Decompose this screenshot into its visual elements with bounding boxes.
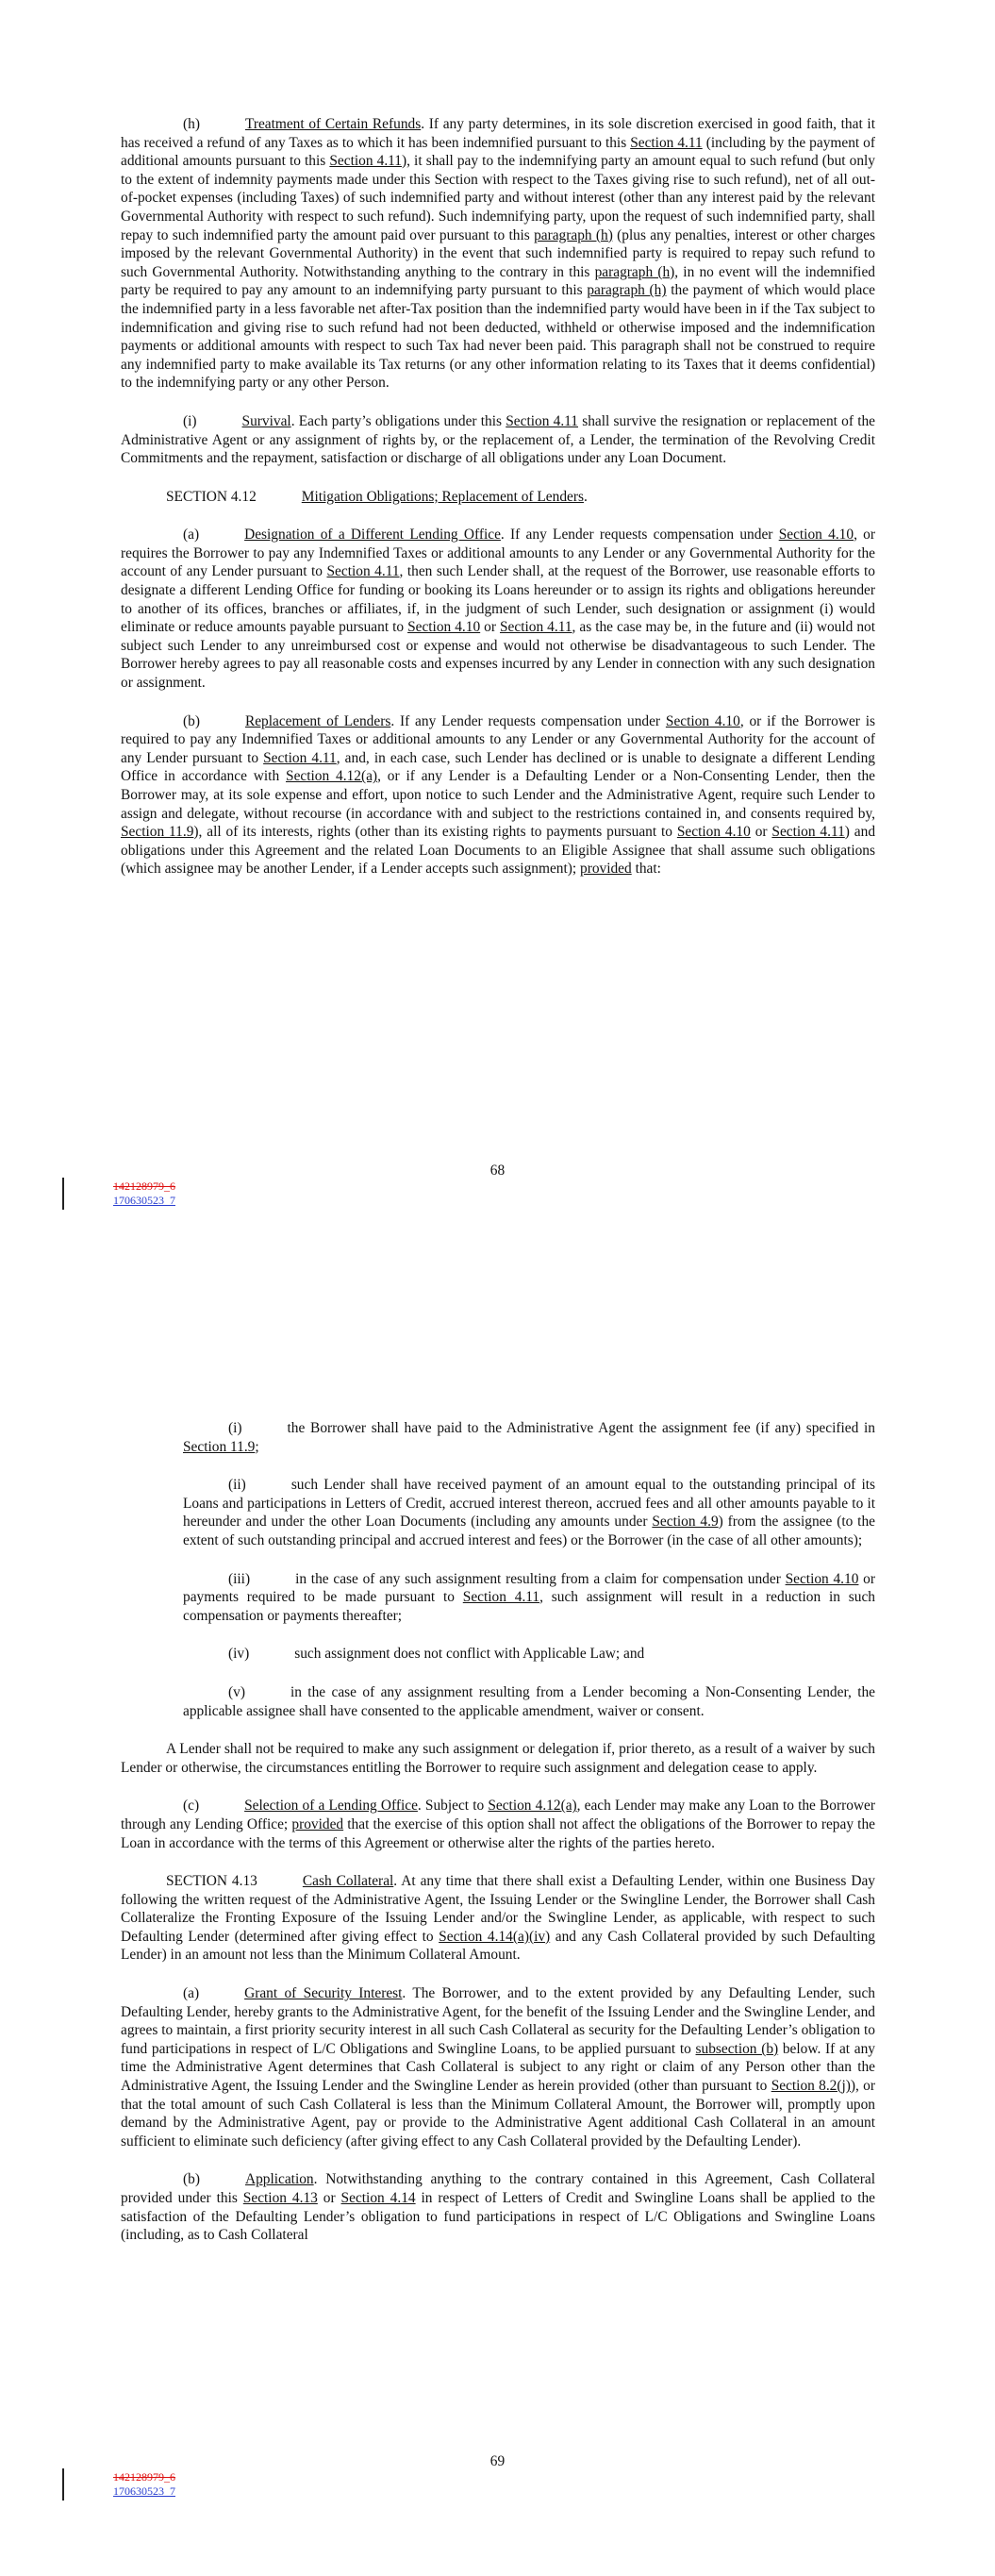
section-reference: Section 4.11 bbox=[329, 153, 402, 170]
doc-id-deleted: 142128979_6 bbox=[113, 2470, 175, 2484]
section-number: SECTION 4.13 bbox=[166, 1873, 257, 1890]
section-reference: Section 4.11 bbox=[263, 749, 337, 766]
paragraph-text: , as the case may be, in the future and (ii) would not subject such Lender to any unreimbursed cost or expense and would not otherwise be disadvantageous to such Lender. The Borrower hereby agrees to pay all reasonable costs and expenses incurred by any Lender in connection with any such designation or assignment. bbox=[121, 619, 876, 692]
paragraph-text: or bbox=[480, 619, 500, 636]
paragraph-text: in respect of Letters of Credit and Swingline Loans shall be applied to the satisfaction of the Defaulting Lender’s obligation to fund participations in respect of L/C Obligations and Swingline Loans (including, as to Cash Collateral bbox=[121, 2190, 876, 2244]
paragraph-text: shall survive the resignation or replacement of the Administrative Agent or any assignment of rights by, or the replacement of, a Lender, the termination of the Revolving Credit Commitments and the repayment, satisfaction or discharge of all obligations under any Loan Document. bbox=[121, 412, 876, 467]
paragraph-heading: Designation of a Different Lending Office bbox=[244, 527, 501, 544]
section-reference: Section 4.11 bbox=[462, 1589, 540, 1606]
paragraph-text: (including by the payment of additional amounts pursuant to this bbox=[121, 134, 875, 170]
paragraph-b-application bbox=[121, 2170, 875, 2244]
section-reference: Section 4.13 bbox=[242, 2190, 318, 2206]
paragraph-label: (a) bbox=[183, 527, 200, 544]
item-text: or payments required to be made pursuant to bbox=[183, 1570, 876, 1606]
section-reference: paragraph (h) bbox=[594, 263, 675, 280]
doc-id-inserted: 170630523_7 bbox=[113, 1194, 175, 1207]
section-reference: Section 4.10 bbox=[665, 712, 740, 729]
document-id bbox=[113, 1179, 175, 1208]
paragraph-heading: Application bbox=[244, 2171, 314, 2188]
paragraph-text: the payment of which would place the indemnified party in a less favorable net after-Tax position than the indemnified party would have been in if the Tax subject to indemnification and giving rise to such refund had not been deducted, withheld or otherwise imposed and the indemnification payments or additional amounts with respect to such Tax had never been paid. This paragraph shall not be construed to require any indemnified party to make available its Tax returns (or any other information relating to its Taxes that it deems confidential) to the indemnifying party or any other Person. bbox=[121, 282, 875, 392]
paragraph-text: ), all of its interests, rights (other than its existing rights to payments pursuant to bbox=[193, 824, 677, 841]
section-reference: Section 4.12(a) bbox=[488, 1798, 577, 1815]
item-text: in the case of any such assignment resulting from a claim for compensation under bbox=[295, 1570, 786, 1587]
paragraph-h-refunds bbox=[121, 115, 875, 393]
paragraph-text: that: bbox=[631, 861, 661, 878]
item-text: such Lender shall have received payment of an amount equal to the outstanding principal of its Loans and participations in Letters of Credit, accrued interest thereon, accrued fees and all other amounts payable to it hereunder and under the other Loan Documents (including any amounts under bbox=[183, 1477, 875, 1531]
item-text: ; bbox=[255, 1438, 259, 1455]
section-reference: Section 4.14(a)(iv) bbox=[439, 1928, 551, 1945]
paragraph-text: ), or that the total amount of such Cash Collateral is less than the Minimum Collateral Amount, the Borrower will, promptly upon demand by the Administrative Agent, pay or provide to the Administrative Agent additional Cash Collateral in an amount sufficient to eliminate such deficiency (after giving effect to any Cash Collateral provided by the Defaulting Lender). bbox=[121, 2078, 876, 2149]
paragraph-b-replacement bbox=[121, 712, 875, 878]
paragraph-label: (h) bbox=[183, 116, 200, 132]
paragraph-text: , then such Lender shall, at the request of the Borrower, use reasonable efforts to designate a different Lending Office for funding or booking its Loans hereunder or to assign its rights and obligations hereunder to another of its offices, branches or affiliates, if, in the judgment of such Lender, such designation or assignment (i) would eliminate or reduce amounts payable pursuant to bbox=[121, 563, 875, 636]
section-reference: Section 11.9 bbox=[183, 1438, 256, 1455]
section-reference: Section 4.11 bbox=[326, 563, 400, 580]
section-reference: Section 4.12(a) bbox=[286, 768, 378, 785]
section-reference: Section 4.10 bbox=[407, 619, 481, 636]
section-title: Mitigation Obligations; Replacement of Lenders bbox=[301, 488, 584, 505]
item-text: the Borrower shall have paid to the Administrative Agent the assignment fee (if any) specified in bbox=[287, 1420, 875, 1436]
change-bar bbox=[62, 1178, 64, 1210]
paragraph-label: (c) bbox=[183, 1798, 200, 1815]
paragraph-a-security-interest bbox=[121, 1984, 875, 2150]
paragraph-text: . If any party determines, in its sole discretion exercised in good faith, that it has received a refund of any Taxes as to which it has been indemnified pursuant to this bbox=[121, 116, 875, 151]
section-reference: paragraph (h) bbox=[534, 226, 613, 243]
item-text: ) from the assignee (to the extent of such outstanding principal and accrued interest and fees) or the Borrower (in the case of all other amounts); bbox=[183, 1514, 875, 1548]
paragraph-text: , or requires the Borrower to pay any Indemnified Taxes or additional amounts to any Lender or any Governmental Authority for the account of any Lender pursuant to bbox=[121, 527, 876, 580]
paragraph-text: that the exercise of this option shall not affect the obligations of the Borrower to repay the Loan in accordance with the terms of this Agreement or otherwise alter the rights of the parties hereto. bbox=[121, 1815, 875, 1851]
page-69-body bbox=[121, 1419, 875, 2265]
paragraph-heading: Grant of Security Interest bbox=[244, 1985, 403, 2002]
section-reference: paragraph (h) bbox=[587, 282, 667, 299]
paragraph-text: . Subject to bbox=[417, 1798, 489, 1815]
section-reference: Section 4.10 bbox=[676, 824, 751, 841]
section-number: SECTION 4.12 bbox=[166, 488, 257, 505]
item-label: (i) bbox=[228, 1420, 242, 1436]
condition-item-iii bbox=[121, 1570, 875, 1626]
paragraph-text: (plus any penalties, interest or other charges imposed by the relevant Governmental Authority) in the event that such indemnified party is required to repay such refund to such Governmental Authority. Notwithstanding anything to the contrary in this bbox=[121, 226, 876, 280]
paragraph-label: (b) bbox=[183, 712, 200, 729]
paragraph-label: (b) bbox=[183, 2171, 200, 2188]
paragraph-text: , and, in each case, such Lender has declined or is unable to designate a different Lending Office in accordance with bbox=[121, 749, 876, 785]
paragraph-text: . If any Lender requests compensation under bbox=[390, 712, 666, 729]
paragraph-text: . Notwithstanding anything to the contrary contained in this Agreement, Cash Collateral provided under this bbox=[121, 2171, 875, 2206]
paragraph-label: (i) bbox=[183, 412, 197, 429]
condition-item-v bbox=[121, 1683, 875, 1720]
lender-not-required-paragraph: A Lender shall not be required to make any such assignment or delegation if, prior thereto, as a result of a waiver by such Lender or otherwise, the circumstances entitling the Borrower to require such assignment and delegation cease to apply. bbox=[121, 1741, 875, 1776]
page-number: 68 bbox=[489, 1163, 506, 1179]
section-reference: Section 4.11 bbox=[771, 824, 845, 841]
section-reference: Section 11.9 bbox=[121, 824, 194, 841]
paragraph-text: , or if any Lender is a Defaulting Lender or a Non-Consenting Lender, then the Borrower may, at its sole expense and effort, upon notice to such Lender and the Administrative Agent, require such Lender to assign and delegate, without recourse (in accordance with and subject to the restrictions contained in, and consents required by, bbox=[121, 768, 875, 822]
section-text: and any Cash Collateral provided by such Defaulting Lender) in an amount not less than the Minimum Collateral Amount. bbox=[121, 1928, 875, 1964]
paragraph-text: ) and obligations under this Agreement and the related Loan Documents to an Eligible Assignee that shall assume such obligations (which assignee may be another Lender, if a Lender accepts such assignment); bbox=[121, 824, 876, 878]
section-reference: Section 4.11 bbox=[500, 619, 572, 636]
change-bar bbox=[62, 2468, 64, 2501]
section-title-period: . bbox=[583, 488, 588, 505]
item-label: (iv) bbox=[228, 1646, 250, 1663]
section-4-12-heading bbox=[121, 488, 875, 507]
condition-item-i bbox=[121, 1419, 875, 1456]
paragraph-heading: Survival bbox=[241, 412, 291, 429]
provided-term: provided bbox=[580, 861, 632, 878]
paragraph-label: (a) bbox=[183, 1985, 200, 2002]
paragraph-text: or bbox=[750, 824, 772, 841]
paragraph-text: . Each party’s obligations under this bbox=[290, 412, 506, 429]
page-number: 69 bbox=[489, 2453, 506, 2469]
section-reference: Section 4.10 bbox=[785, 1570, 859, 1587]
paragraph-heading: Selection of a Lending Office bbox=[244, 1798, 418, 1815]
section-reference: Section 4.14 bbox=[340, 2190, 416, 2206]
page-68-body bbox=[121, 115, 875, 898]
paragraph-text: . The Borrower, and to the extent provided by any Defaulting Lender, such Defaulting Lender, hereby grants to the Administrative Agent, for the benefit of the Issuing Lender and the Swingline Lender, and agrees to maintain, a first priority security interest in all such Cash Collateral as security for the Defaulting Lender’s obligation to fund participations in respect of L/C Obligations and Swingline Loans, to be applied pursuant to bbox=[121, 1985, 875, 2057]
condition-item-ii bbox=[121, 1476, 875, 1549]
document-id bbox=[113, 2470, 175, 2499]
item-label: (iii) bbox=[228, 1570, 251, 1587]
item-text: in the case of any assignment resulting from a Lender becoming a Non-Consenting Lender, the applicable assignee shall have consented to the applicable amendment, waiver or consent. bbox=[183, 1683, 875, 1719]
paragraph-heading: Replacement of Lenders bbox=[244, 712, 391, 729]
paragraph-text: ), it shall pay to the indemnifying party an amount equal to such refund (but only to the extent of indemnity payments made under this Section with respect to the Taxes giving rise to such refund), net of all out-of-pocket expenses (including Taxes) of such indemnified party and without interest (other than any interest paid by the relevant Governmental Authority with respect to such refund). Such indemnifying party, upon the request of such indemnified party, shall repay to such indemnified party the amount paid over pursuant to this bbox=[121, 153, 876, 243]
item-text: such assignment does not conflict with Applicable Law; and bbox=[294, 1646, 645, 1663]
paragraph-text: below. If at any time the Administrative Agent determines that Cash Collateral is subject to any right or claim of any Person other than the Administrative Agent, the Issuing Lender and the Swingline Lender as herein provided (other than pursuant to bbox=[121, 2040, 875, 2095]
document-page-69 bbox=[0, 1283, 995, 2576]
paragraph-text: or bbox=[317, 2190, 341, 2206]
paragraph-a-lending-office bbox=[121, 526, 875, 692]
condition-item-iv bbox=[121, 1645, 875, 1664]
item-text: , such assignment will result in a reduction in such compensation or payments thereafter; bbox=[183, 1589, 875, 1624]
item-label: (v) bbox=[228, 1683, 245, 1700]
section-text: . At any time that there shall exist a Defaulting Lender, within one Business Day following the written request of the Administrative Agent, the Issuing Lender or the Swingline Lender, the Borrower shall Cash Collateralize the Fronting Exposure of the Issuing Lender and/or the Swingline Lender, as applicable, with respect to such Defaulting Lender (determined after giving effect to bbox=[121, 1873, 875, 1945]
section-4-13-cash-collateral bbox=[121, 1872, 875, 1965]
section-reference: subsection (b) bbox=[695, 2040, 779, 2057]
paragraph-text: , or if the Borrower is required to pay any Indemnified Taxes or additional amounts to any Lender or any Governmental Authority for the account of any Lender pursuant to bbox=[121, 712, 876, 766]
paragraph-heading: Treatment of Certain Refunds bbox=[244, 116, 422, 132]
paragraph-i-survival bbox=[121, 412, 875, 468]
paragraph-text: , in no event will the indemnified party be required to pay any amount to an indemnifying party pursuant to this bbox=[121, 263, 875, 299]
doc-id-deleted: 142128979_6 bbox=[113, 1179, 175, 1193]
section-reference: Section 8.2(j) bbox=[771, 2078, 851, 2095]
paragraph-text: . If any Lender requests compensation under bbox=[500, 527, 779, 544]
section-reference: Section 4.9 bbox=[652, 1514, 719, 1531]
section-reference: Section 4.11 bbox=[506, 412, 578, 429]
paragraph-text: , each Lender may make any Loan to the Borrower through any Lending Office; bbox=[121, 1798, 875, 1832]
document-page-68 bbox=[0, 0, 995, 1283]
paragraph-c-selection bbox=[121, 1797, 875, 1852]
item-label: (ii) bbox=[228, 1477, 246, 1494]
doc-id-inserted: 170630523_7 bbox=[113, 2484, 175, 2498]
section-title: Cash Collateral bbox=[302, 1873, 394, 1890]
provided-term: provided bbox=[291, 1815, 344, 1832]
section-reference: Section 4.10 bbox=[778, 527, 854, 544]
section-reference: Section 4.11 bbox=[630, 134, 703, 151]
